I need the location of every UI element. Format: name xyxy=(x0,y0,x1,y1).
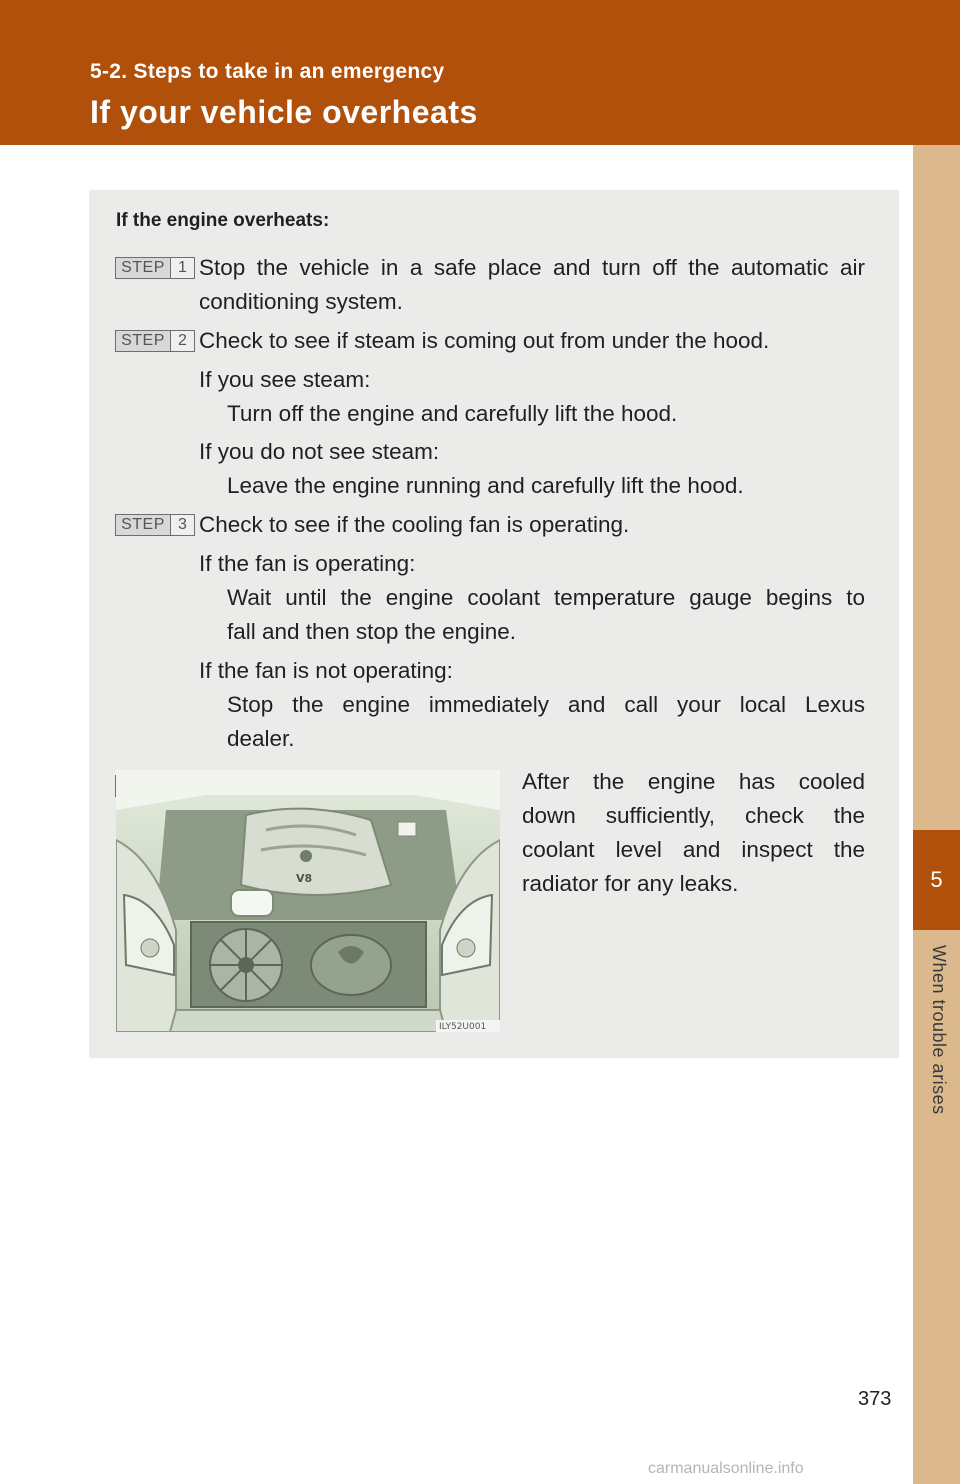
step-badge xyxy=(115,257,195,279)
step-badge-word: STEP xyxy=(121,332,165,349)
step-badge-number: 2 xyxy=(170,331,194,351)
page-number: 373 xyxy=(858,1388,892,1410)
watermark: carmanualsonline.info xyxy=(648,1460,804,1477)
engine-badge-text: V8 xyxy=(296,872,313,885)
chapter-side-tab xyxy=(913,145,960,1484)
step-badge-word: STEP xyxy=(121,259,165,276)
step-badge-word: STEP xyxy=(121,516,165,533)
chapter-number: 5 xyxy=(913,830,960,930)
step-badge xyxy=(115,514,195,536)
condition-label: If you do not see steam: xyxy=(199,439,440,464)
step-text: conditioning system. xyxy=(199,289,403,314)
condition-label: If the fan is not operating: xyxy=(199,658,453,683)
step-text: Check to see if steam is coming out from under the hood. xyxy=(199,328,770,353)
step-text: Stop the vehicle in a safe place and turn off the automatic air xyxy=(199,255,865,280)
step-badge-number: 3 xyxy=(170,515,194,535)
condition-action: dealer. xyxy=(227,726,295,751)
condition-action: Leave the engine running and carefully lift the hood. xyxy=(227,473,744,498)
step-text: coolant level and inspect the xyxy=(522,837,865,862)
step-text: Check to see if the cooling fan is operating. xyxy=(199,512,630,537)
condition-label: If you see steam: xyxy=(199,367,371,392)
condition-label: If the fan is operating: xyxy=(199,551,416,576)
step-text: radiator for any leaks. xyxy=(522,871,739,896)
step-text: down sufficiently, check the xyxy=(522,803,865,828)
page-header xyxy=(0,0,960,145)
step-badge xyxy=(115,330,195,352)
step-text: After the engine has cooled xyxy=(522,769,865,794)
intro-heading: If the engine overheats: xyxy=(116,210,330,231)
engine-bay-drawing xyxy=(116,770,500,1032)
engine-bay-illustration xyxy=(116,770,500,1032)
section-label: 5-2. Steps to take in an emergency xyxy=(90,60,445,83)
chapter-label: When trouble arises xyxy=(929,945,949,1115)
condition-action: Wait until the engine coolant temperature gauge begins to xyxy=(227,585,865,610)
condition-action: Stop the engine immediately and call your local Lexus xyxy=(227,692,865,717)
step-badge-number: 1 xyxy=(170,258,194,278)
condition-action: fall and then stop the engine. xyxy=(227,619,516,644)
page-title: If your vehicle overheats xyxy=(90,94,478,130)
condition-action: Turn off the engine and carefully lift the hood. xyxy=(227,401,678,426)
illustration-code: ILY52U001 xyxy=(439,1022,487,1032)
